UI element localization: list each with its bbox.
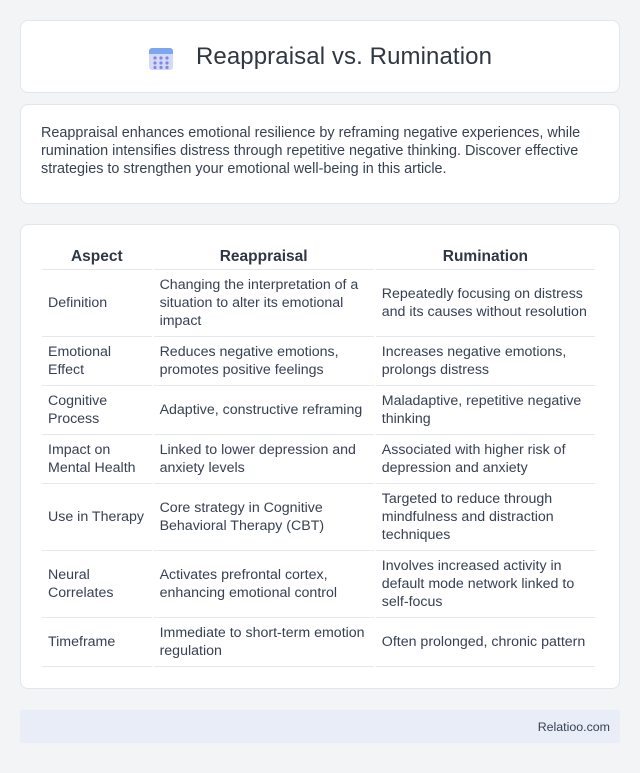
table-row xyxy=(42,551,595,618)
table-row xyxy=(42,435,595,484)
row-reappraisal: Reduces negative emotions, promotes positive feelings xyxy=(154,337,374,386)
row-rumination: Repeatedly focusing on distress and its causes without resolution xyxy=(376,270,595,337)
row-reappraisal: Immediate to short-term emotion regulation xyxy=(154,618,374,667)
header-rumination: Rumination xyxy=(376,245,595,270)
row-aspect: Use in Therapy xyxy=(42,484,152,551)
row-rumination: Increases negative emotions, prolongs distress xyxy=(376,337,595,386)
table-row xyxy=(42,270,595,337)
table-header-row xyxy=(42,245,595,270)
calendar-icon xyxy=(148,45,174,71)
row-reappraisal: Changing the interpretation of a situation to alter its emotional impact xyxy=(154,270,374,337)
table-row xyxy=(42,484,595,551)
row-rumination: Associated with higher risk of depression and anxiety xyxy=(376,435,595,484)
row-aspect: Definition xyxy=(42,270,152,337)
table-row xyxy=(42,337,595,386)
row-reappraisal: Core strategy in Cognitive Behavioral Therapy (CBT) xyxy=(154,484,374,551)
header-card xyxy=(20,20,620,93)
intro-card xyxy=(20,104,620,204)
row-rumination: Targeted to reduce through mindfulness and distraction techniques xyxy=(376,484,595,551)
footer-site-link[interactable]: Relatioo.com xyxy=(537,719,610,734)
header-aspect: Aspect xyxy=(42,245,152,270)
row-aspect: Cognitive Process xyxy=(42,386,152,435)
row-aspect: Timeframe xyxy=(42,618,152,667)
comparison-table-card xyxy=(20,224,620,689)
row-aspect: Neural Correlates xyxy=(42,551,152,618)
row-rumination: Maladaptive, repetitive negative thinking xyxy=(376,386,595,435)
page-title: Reappraisal vs. Rumination xyxy=(195,42,493,70)
intro-text: Reappraisal enhances emotional resilience by reframing negative experiences, while rumination intensifies distress through repetitive negative thinking. Discover effective strategies to strengthen your emotional well-being in this article. xyxy=(41,125,581,177)
row-aspect: Impact on Mental Health xyxy=(42,435,152,484)
header-reappraisal: Reappraisal xyxy=(154,245,374,270)
row-reappraisal: Adaptive, constructive reframing xyxy=(154,386,374,435)
row-rumination: Often prolonged, chronic pattern xyxy=(376,618,595,667)
footer xyxy=(20,710,620,743)
row-rumination: Involves increased activity in default mode network linked to self-focus xyxy=(376,551,595,618)
row-reappraisal: Linked to lower depression and anxiety levels xyxy=(154,435,374,484)
row-reappraisal: Activates prefrontal cortex, enhancing emotional control xyxy=(154,551,374,618)
comparison-table xyxy=(40,245,597,667)
row-aspect: Emotional Effect xyxy=(42,337,152,386)
table-row xyxy=(42,386,595,435)
table-row xyxy=(42,618,595,667)
